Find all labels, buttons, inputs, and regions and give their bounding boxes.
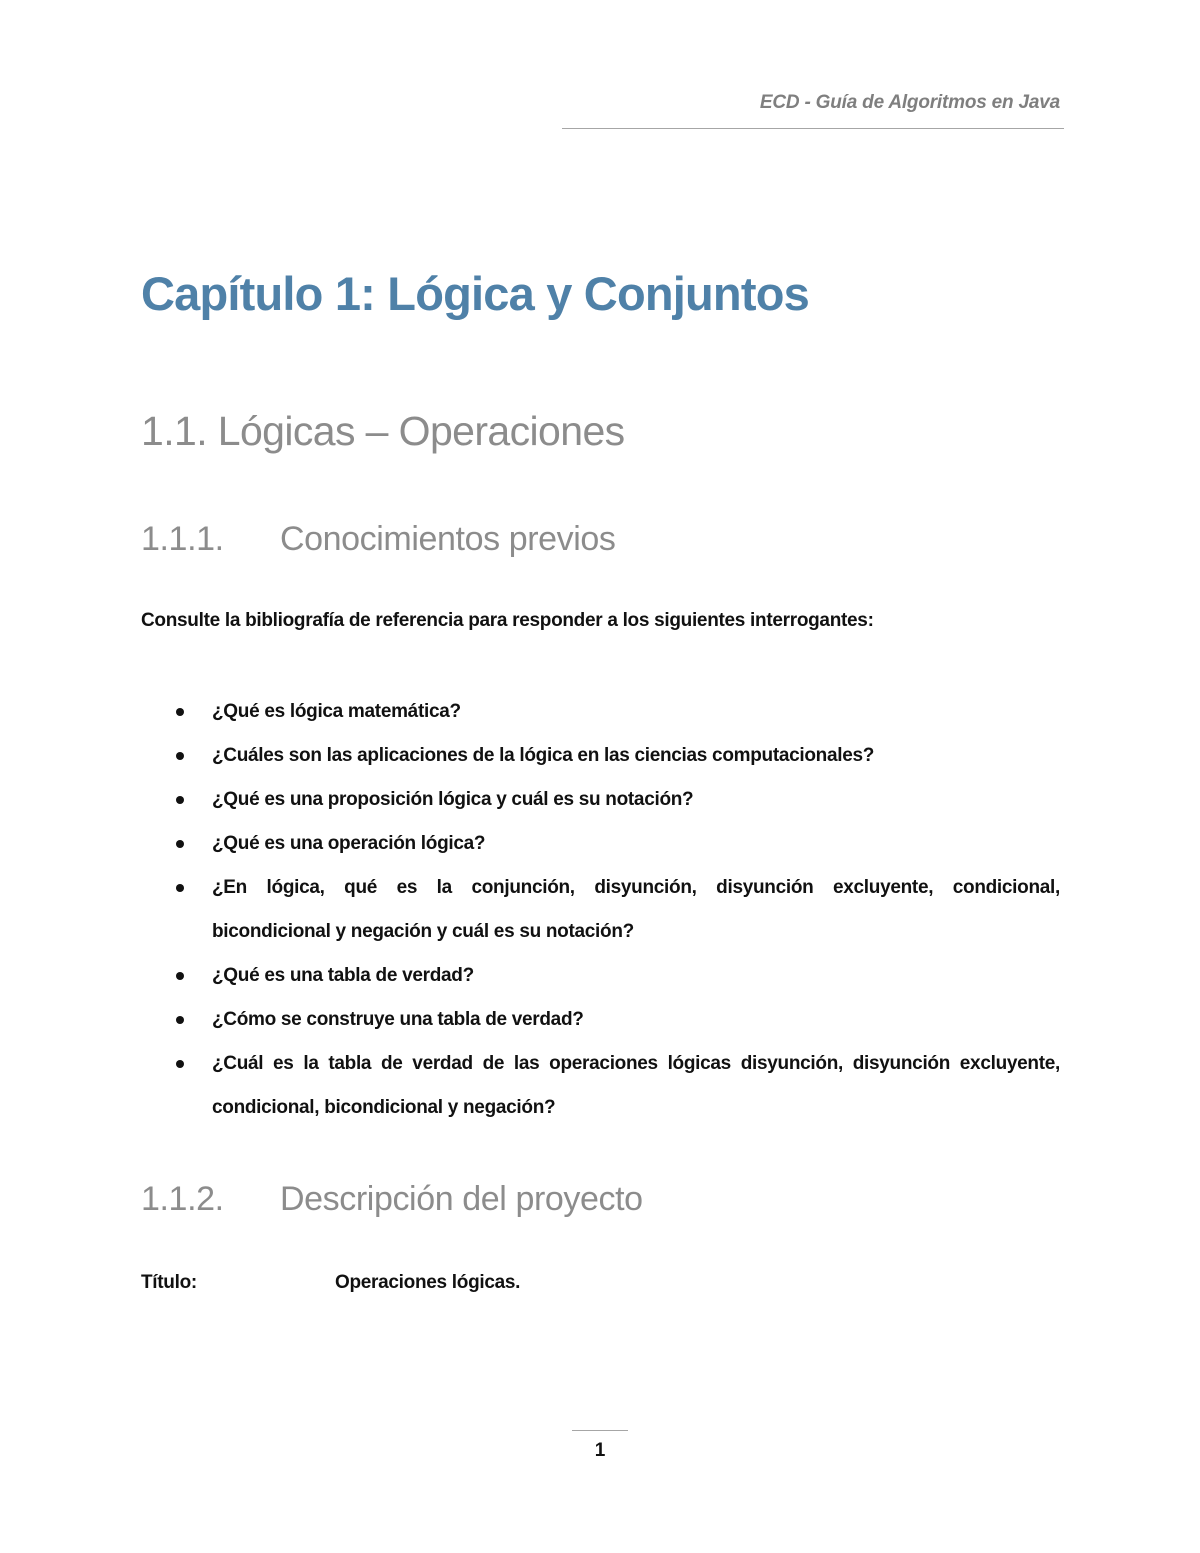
bullet-icon [176,972,184,980]
project-title-label: Título: [141,1272,197,1293]
list-item [176,690,1060,734]
questions-list [176,690,1060,1130]
question-text: ¿Cómo se construye una tabla de verdad? [212,1009,584,1030]
list-item [176,1042,1060,1130]
list-item [176,954,1060,998]
running-header [562,88,1064,129]
question-text: ¿Qué es lógica matemática? [212,701,461,722]
bullet-icon [176,1060,184,1068]
question-text-line-2: bicondicional y negación y cuál es su notación? [212,921,634,942]
running-header-text: ECD - Guía de Algoritmos en Java [759,92,1060,113]
list-item [176,778,1060,822]
subsection-title: Descripción del proyecto [280,1180,643,1218]
footer-divider [572,1430,628,1431]
question-text-line-1: ¿Cuál es la tabla de verdad de las operaciones lógicas disyunción, disyunción excluyente, [212,1053,1060,1074]
question-text: ¿Qué es una tabla de verdad? [212,965,474,986]
bullet-icon [176,752,184,760]
question-text: ¿Qué es una operación lógica? [212,833,486,854]
list-item [176,998,1060,1042]
chapter-title: Capítulo 1: Lógica y Conjuntos [141,267,809,320]
bullet-icon [176,708,184,716]
subsection-number: 1.1.2. [141,1180,224,1218]
list-item [176,734,1060,778]
question-text-line-1: ¿En lógica, qué es la conjunción, disyunción, disyunción excluyente, condicional, [212,877,1060,898]
subsection-heading-project-description [141,1180,643,1219]
bullet-icon [176,884,184,892]
list-item [176,822,1060,866]
project-title-value: Operaciones lógicas. [335,1272,521,1293]
section-title: 1.1. Lógicas – Operaciones [141,408,625,454]
subsection-number: 1.1.1. [141,520,224,558]
subsection-heading-previous-knowledge [141,520,616,559]
question-text: ¿Qué es una proposición lógica y cuál es su notación? [212,789,694,810]
question-text: ¿Cuáles son las aplicaciones de la lógica en las ciencias computacionales? [212,745,875,766]
intro-paragraph: Consulte la bibliografía de referencia para responder a los siguientes interrogantes: [141,610,874,631]
question-text-line-2: condicional, bicondicional y negación? [212,1097,556,1118]
bullet-icon [176,796,184,804]
list-item [176,866,1060,954]
bullet-icon [176,840,184,848]
project-title-field [141,1272,520,1294]
page-number: 1 [594,1440,606,1461]
bullet-icon [176,1016,184,1024]
subsection-title: Conocimientos previos [280,520,616,558]
